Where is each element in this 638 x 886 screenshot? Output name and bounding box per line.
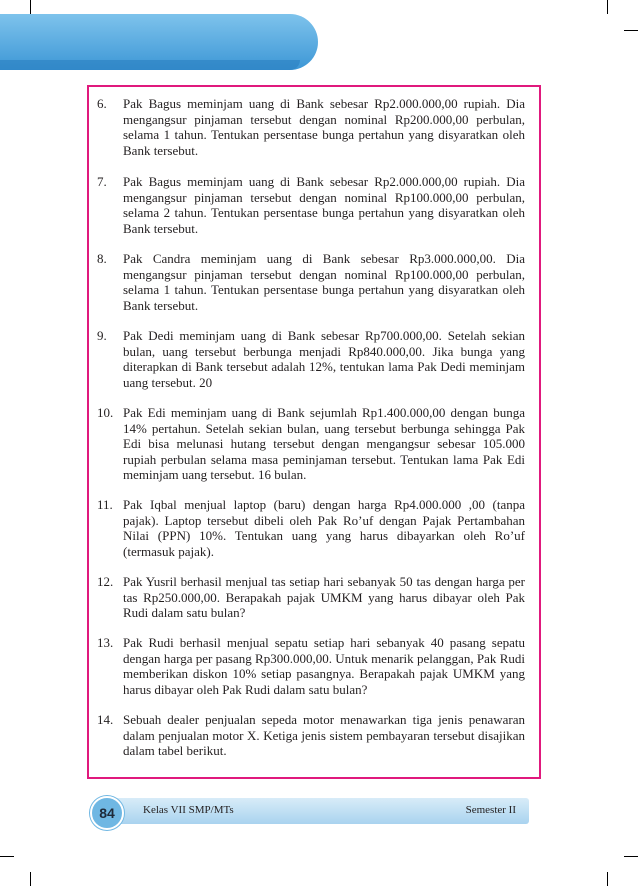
- semester-label: Semester II: [465, 804, 516, 816]
- problem-text: Pak Bagus meminjam uang di Bank sebesar Rp2.000.000,00 rupiah. Dia mengangsur pinjaman tersebut dengan nominal Rp100.000,00 perbulan, selama 2 tahun. Tentukan persentase bunga pertahun yang disyaratkan oleh Bank tersebut.: [123, 174, 525, 236]
- problem-text: Pak Candra meminjam uang di Bank sebesar Rp3.000.000,00. Dia mengangsur pinjaman tersebut dengan nominal Rp100.000,00 perbulan, selama 1 tahun. Tentukan persentase bunga pertahun yang disyaratkan oleh Bank tersebut.: [123, 251, 525, 313]
- problem-item: [97, 497, 525, 559]
- problem-number: 14.: [97, 712, 114, 727]
- header-decoration-shadow: [0, 60, 300, 70]
- crop-mark: [30, 0, 31, 14]
- problem-text: Sebuah dealer penjualan sepeda motor menawarkan tiga jenis penawaran dalam penjualan motor X. Ketiga jenis sistem pembayaran tersebut disajikan dalam tabel berikut.: [123, 712, 525, 758]
- problem-item: [97, 251, 525, 313]
- problem-text: Pak Bagus meminjam uang di Bank sebesar Rp2.000.000,00 rupiah. Dia mengangsur pinjaman tersebut dengan nominal Rp200.000,00 perbulan, selama 1 tahun. Tentukan persentase bunga pertahun yang disyaratkan oleh Bank tersebut.: [123, 96, 525, 158]
- problem-text: Pak Yusril berhasil menjual tas setiap hari sebanyak 50 tas dengan harga per tas Rp250.000,00. Berapakah pajak UMKM yang harus dibayar oleh Pak Rudi dalam satu bulan?: [123, 574, 525, 620]
- problem-text: Pak Rudi berhasil menjual sepatu setiap hari sebanyak 40 pasang sepatu dengan harga per pasang Rp300.000,00. Untuk menarik pelanggan, Pak Rudi memberikan diskon 10% setiap pasangnya. Berapakah pajak UMKM yang harus dibayar oleh Pak Rudi dalam satu bulan?: [123, 635, 525, 697]
- problem-number: 13.: [97, 635, 114, 650]
- problem-number: 10.: [97, 405, 114, 420]
- problem-number: 7.: [97, 174, 107, 189]
- problem-item: [97, 712, 525, 759]
- problem-number: 11.: [97, 497, 113, 512]
- crop-mark: [607, 0, 608, 14]
- crop-mark: [0, 856, 14, 857]
- crop-mark: [30, 872, 31, 886]
- problem-number: 12.: [97, 574, 114, 589]
- problem-text: Pak Edi meminjam uang di Bank sejumlah Rp1.400.000,00 dengan bunga 14% pertahun. Setelah sekian bulan, uang tersebut berbunga sehingga Pak Edi bisa melunasi hutang tersebut dengan mengangsur sebesar 105.000 rupiah perbulan selama masa peminjaman tersebut. Tentukan lama Pak Edi meminjam uang tersebut. 16 bulan.: [123, 405, 525, 482]
- crop-mark: [624, 30, 638, 31]
- problem-text: Pak Iqbal menjual laptop (baru) dengan harga Rp4.000.000 ,00 (tanpa pajak). Laptop tersebut dibeli oleh Pak Ro’uf dengan Pajak Pertambahan Nilai (PPN) 10%. Tentukan uang yang harus dibayarkan oleh Ro’uf (termasuk pajak).: [123, 497, 525, 559]
- problem-number: 6.: [97, 96, 107, 111]
- book-title: Kelas VII SMP/MTs: [143, 804, 234, 816]
- page-number-badge: 84: [90, 796, 124, 830]
- problem-item: [97, 96, 525, 158]
- problem-text: Pak Dedi meminjam uang di Bank sebesar Rp700.000,00. Setelah sekian bulan, uang tersebut berbunga menjadi Rp840.000,00. Jika bunga yang diterapkan di Bank tersebut adalah 12%, tentukan lama Pak Dedi meminjam uang tersebut. 20: [123, 328, 525, 390]
- problem-item: [97, 405, 525, 483]
- problem-number: 9.: [97, 328, 107, 343]
- problem-number: 8.: [97, 251, 107, 266]
- crop-mark: [607, 872, 608, 886]
- problem-item: [97, 174, 525, 236]
- problem-item: [97, 328, 525, 390]
- problem-item: [97, 635, 525, 697]
- problem-item: [97, 574, 525, 621]
- crop-mark: [624, 856, 638, 857]
